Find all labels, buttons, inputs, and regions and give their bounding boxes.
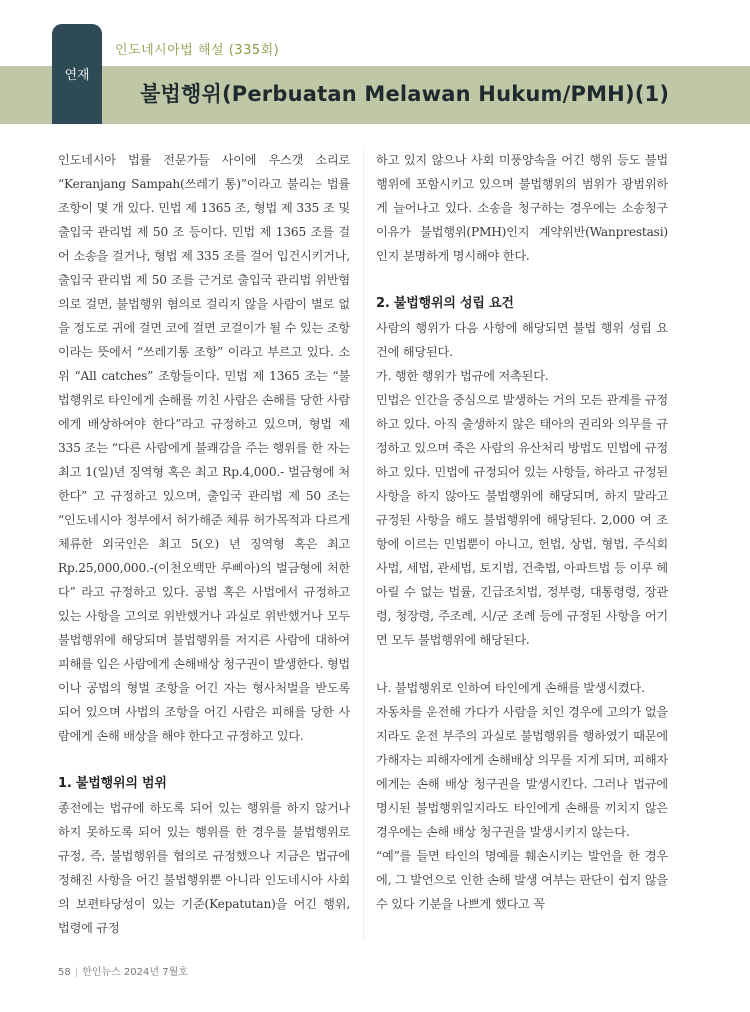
item-na-example-paragraph: “예”를 들면 타인의 명예를 훼손시키는 발언을 한 경우에, 그 발언으로 인한 손해 발생 여부는 판단이 쉽지 않을 수 있다 기분을 나쁘게 했다고 꼭 — [376, 849, 668, 911]
page-header — [0, 0, 750, 130]
column-divider — [363, 150, 364, 940]
page-number: 58 — [58, 967, 71, 978]
series-title: 인도네시아법 해설 (335회) — [115, 43, 280, 58]
item-na-paragraph: 자동차를 운전해 가다가 사람을 치인 경우에 고의가 없을지라도 운전 부주의 과실로 불법행위를 행하였기 때문에 가해자는 피해자에게 손해배상 의무를 지게 되며, 피해자에게는 손해 배상 청구권을 발생시킨다. 그러나 법규에 명시된 불법행위일지라도 타인에게 손해를 끼치지 않은 경우에는 손해 배상 청구권을 발생시키지 않는다. — [376, 705, 668, 839]
left-column — [58, 148, 350, 940]
section-1-heading: 1. 불법행위의 범위 — [58, 776, 167, 791]
item-na-heading: 나. 불법행위로 인하여 타인에게 손해를 발생시켰다. — [376, 681, 645, 695]
page-footer — [58, 963, 188, 978]
footer-separator: | — [74, 967, 79, 978]
publication-name: 한인뉴스 2024년 7월호 — [82, 967, 188, 978]
page-title: 불법행위(Perbuatan Melawan Hukum/PMH)(1) — [140, 82, 670, 106]
right-column — [376, 148, 668, 916]
item-ga-paragraph: 민법은 인간을 중심으로 발생하는 거의 모든 관계를 규정하고 있다. 아직 출생하지 않은 태아의 권리와 의무를 규정하고 있으며 죽은 사람의 유산처리 방법도 민법에 규정하고 있다. 민법에 규정되어 있는 사항들, 하라고 규정된 사항을 하지 않아도 불법행위에 해당되며, 하지 말라고 규정된 사항을 해도 불법행위에 해당된다. 2,000 여 조항에 이르는 민법뿐이 아니고, 헌법, 상법, 형법, 주식회사법, 세법, 관세법, 토지법, 건축법, 아파트법 등 이루 헤아릴 수 없는 법률, 긴급조치법, 정부령, 대통령령, 장관령, 청장령, 주조례, 시/군 조례 등에 규정된 사항을 어기면 모두 불법행위에 해당된다. — [376, 393, 668, 647]
section-2-intro: 사람의 행위가 다음 사항에 해당되면 불법 행위 성립 요건에 해당된다. — [376, 321, 668, 359]
section-2-heading: 2. 불법행위의 성립 요건 — [376, 296, 514, 311]
item-ga-heading: 가. 행한 행위가 법규에 저촉된다. — [376, 369, 549, 383]
section-1-paragraph: 종전에는 법규에 하도록 되어 있는 행위를 하지 않거나 하지 못하도록 되어 있는 행위를 한 경우를 불법행위로 규정, 즉, 불법행위를 협의로 규정했으나 지금은 법규에 정해진 사항을 어긴 불법행위뿐 아니라 인도네시아 사회의 보편타당성이 있는 기준(Kepatutan)을 어긴 행위, 법령에 규정 — [58, 801, 350, 935]
series-tab-label: 연재 — [64, 68, 90, 83]
continuation-paragraph: 하고 있지 않으나 사회 미풍양속을 어긴 행위 등도 불법행위에 포함시키고 있으며 불법행위의 범위가 광범위하게 늘어나고 있다. 소송을 청구하는 경우에는 소송청구 이유가 불법행위(PMH)인지 계약위반(Wanprestasi)인지 분명하게 명시해야 한다. — [376, 153, 668, 263]
intro-paragraph: 인도네시아 법률 전문가들 사이에 우스갯 소리로 “Keranjang Sampah(쓰레기 통)”이라고 불리는 법률 조항이 몇 개 있다. 민법 제 1365 조, 형법 제 335 조 및 출입국 관리법 제 50 조 등이다. 민법 제 1365 조를 걸어 소송을 걸거나, 형법 제 335 조를 걸어 입건시키거나, 출입국 관리법 제 50 조를 근거로 출입국 관리법 위반혐의로 걸면, 불법행위 혐의로 걸리지 않을 사람이 별로 없을 정도로 귀에 걸면 코에 걸면 코걸이가 될 수 있는 조항이라는 뜻에서 “쓰레기통 조항” 이라고 부르고 있다. 소위 “All catches” 조항들이다. 민법 제 1365 조는 “불법행위로 타인에게 손해를 끼친 사람은 손해를 당한 사람에게 배상하여야 한다”라고 규정하고 있으며, 형법 제 335 조는 “다른 사람에게 불쾌감을 주는 행위를 한 자는 최고 1(일)년 징역형 혹은 최고 Rp.4,000.- 벌금형에 처한다” 고 규정하고 있으며, 출입국 관리법 제 50 조는 “인도네시아 정부에서 허가해준 체류 허가목적과 다르게 체류한 외국인은 최고 5(오) 년 징역형 혹은 최고 Rp.25,000,000.-(이천오백만 루삐아)의 벌금형에 처한다” 라고 규정하고 있다. 공법 혹은 사법에서 규정하고 있는 사항을 고의로 위반했거나 과실로 위반했거나 모두 불법행위에 해당되며 불법행위를 저지른 사람에 대하여 피해를 입은 사람에게 손해배상 청구권이 발생한다. 형법이나 공법의 형벌 조항을 어긴 자는 형사처벌을 받도록 되어 있으며 사법의 조항을 어긴 사람은 피해를 당한 사람에게 손해 배상을 해야 한다고 규정하고 있다. — [58, 153, 350, 743]
